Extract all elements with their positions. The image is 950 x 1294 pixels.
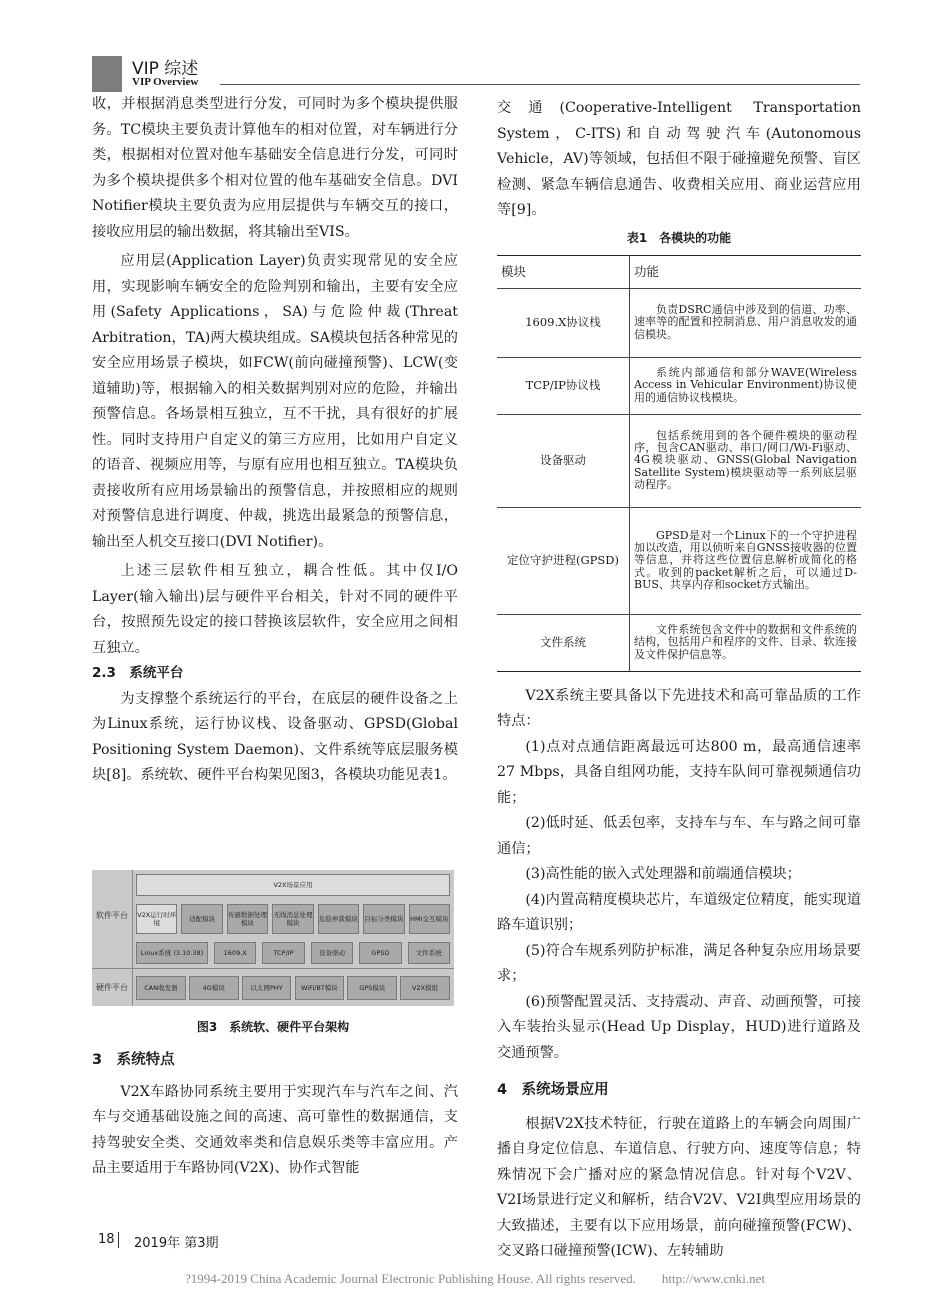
heading-2-3: 2.3 系统平台	[92, 665, 184, 681]
left-column-bottom	[92, 1048, 458, 1182]
figure-caption: 图3 系统软、硬件平台架构	[196, 1020, 350, 1034]
table-header-function: 功能	[630, 256, 862, 289]
right-column	[497, 96, 861, 1265]
figure-module-box: WiFi/BT模块	[295, 976, 345, 1000]
figure-module-box: V2X模组	[400, 976, 450, 1000]
issue-label: 2019年 第3期	[134, 1236, 219, 1251]
figure-module-box: V2X运行时环境	[136, 904, 177, 934]
module-cell: 文件系统	[497, 614, 630, 671]
function-cell: 系统内部通信和部分WAVE(Wireless Access in Vehicular Environment)协议使用的通信协议栈模块。	[630, 357, 862, 414]
module-cell: TCP/IP协议栈	[497, 357, 630, 414]
software-platform-label: 软件平台	[96, 911, 128, 920]
figure-module-box: 目标分类模块	[363, 904, 404, 934]
hardware-platform-label: 硬件平台	[96, 983, 128, 992]
linux-box: Linux系统 (3.10.38)	[136, 942, 208, 964]
figure-module-box: 无线消息处理模块	[272, 904, 313, 934]
function-cell: 文件系统包含文件中的数据和文件系统的结构，包括用户和程序的文件、目录、软连接及文件保护信息等。	[634, 623, 857, 661]
figure-module-box: 以太网PHY	[242, 976, 292, 1000]
table-row	[497, 614, 861, 671]
section-title-en: VIP Overview	[132, 76, 199, 88]
heading-4: 4 系统场景应用	[497, 1082, 609, 1098]
figure-module-box: GPS模块	[347, 976, 397, 1000]
paragraph: 为支撑整个系统运行的平台，在底层的硬件设备之上为Linux系统，运行协议栈、设备驱动、GPSD(Global Positioning System Daemon)、文件系统等底层服务模块[8]。系统软、硬件平台构架见图3，各模块功能见表1。	[92, 690, 458, 783]
v2x-scene-app-box: V2X场景应用	[136, 874, 450, 896]
copyright-notice: ?1994-2019 China Academic Journal Electronic Publishing House. All rights reserved. http://www.cnki.net	[184, 1271, 766, 1286]
figure-module-box: 设备驱动	[311, 942, 353, 964]
section-title-zh: VIP 综述	[132, 59, 199, 79]
figure-module-box: 文件系统	[408, 942, 450, 964]
table-row	[497, 414, 861, 507]
figure-module-box: HMI交互模块	[409, 904, 450, 934]
figure-module-box: 危险仲裁模块	[318, 904, 359, 934]
page-number: 18	[98, 1232, 115, 1247]
figure-module-box: 4G模块	[189, 976, 239, 1000]
function-cell: 负责DSRC通信中涉及到的信道、功率、速率等的配置和控制消息、用户消息收发的通信模块。	[630, 288, 862, 357]
table-caption: 表1 各模块的功能	[626, 230, 732, 245]
header-rule	[220, 84, 860, 85]
figure-module-box: 1609.X	[214, 942, 256, 964]
table-row	[497, 507, 861, 614]
function-cell: GPSD是对一个Linux下的一个守护进程加以改造，用以侦听来自GNSS接收器的位置等信息，并将这些位置信息解析成简化的格式。收到的packet解析之后，可以通过D-BUS、共享内存和socket方式输出。	[630, 507, 862, 614]
figure-module-box: CAN收发器	[136, 976, 186, 1000]
table-row	[497, 357, 861, 414]
module-cell: 定位守护进程(GPSD)	[497, 507, 630, 614]
figure-divider	[92, 968, 454, 969]
function-cell: 包括系统用到的各个硬件模块的驱动程序，包含CAN驱动、串口/网口/Wi-Fi驱动、4G模块驱动、GNSS(Global Navigation Satellite System)模块驱动等一系列底层驱动程序。	[630, 414, 862, 507]
list-item: (6)预警配置灵活、支持震动、声音、动画预警，可接入车装抬头显示(Head Up Display，HUD)进行道路及交通预警。	[497, 993, 861, 1061]
figure-module-box: TCP/IP	[262, 942, 304, 964]
list-item: (2)低时延、低丢包率，支持车与车、车与路之间可靠通信；	[497, 815, 861, 857]
module-cell: 设备驱动	[497, 414, 630, 507]
table-row	[497, 288, 861, 357]
figure-module-box: 传感数据处理模块	[227, 904, 268, 934]
footer-separator	[118, 1232, 119, 1248]
paragraph: V2X系统主要具备以下先进技术和高可靠品质的工作特点：	[497, 687, 861, 729]
module-cell: 1609.X协议栈	[497, 288, 630, 357]
list-item: (5)符合车规系列防护标准，满足各种复杂应用场景要求；	[497, 942, 861, 984]
header-gray-block	[92, 56, 122, 92]
table-header-module: 模块	[497, 256, 630, 289]
figure-module-box: GPSD	[359, 942, 401, 964]
left-column	[92, 92, 458, 789]
paragraph: V2X车路协同系统主要用于实现汽车与汽车之间、汽车与交通基础设施之间的高速、高可靠性的数据通信，支持驾驶安全类、交通效率类和信息娱乐类等丰富应用。产品主要适用于车路协同(V2X)、协作式智能	[92, 1083, 458, 1176]
paragraph: 根据V2X技术特征，行驶在道路上的车辆会向周围广播自身定位信息、车道信息、行驶方向、速度等信息；特殊情况下会广播对应的紧急情况信息。针对每个V2V、V2I场景进行定义和解析，结合V2V、V2I典型应用场景的大致描述，主要有以下应用场景，前向碰撞预警(FCW)、交叉路口碰撞预警(ICW)、左转辅助	[497, 1115, 861, 1259]
module-function-table	[497, 255, 861, 672]
paragraph: 上述三层软件相互独立，耦合性低。其中仅I/O Layer(输入输出)层与硬件平台相关，针对不同的硬件平台，按照预先设定的接口替换该层软件，安全应用之间相互独立。	[92, 563, 458, 656]
list-item: (4)内置高精度模块芯片，车道级定位精度，能实现道路车道识别；	[497, 891, 861, 933]
heading-3: 3 系统特点	[92, 1052, 175, 1068]
figure-divider	[132, 870, 133, 1006]
figure-3-architecture	[92, 870, 454, 1006]
list-item: (3)高性能的嵌入式处理器和前端通信模块；	[525, 866, 801, 882]
paragraph: 交通(Cooperative-Intelligent Transportation System，C-ITS)和自动驾驶汽车(Autonomous Vehicle，AV)等领域，包括但不限于碰撞避免预警、盲区检测、紧急车辆信息通告、收费相关应用、商业运营应用等[9]。	[497, 100, 861, 218]
paragraph: 应用层(Application Layer)负责实现常见的安全应用，实现影响车辆安全的危险判别和输出，主要有安全应用(Safety Applications，SA)与危险仲裁(Threat Arbitration，TA)两大模块组成。SA模块包括各种常见的安全应用场景子模块，如FCW(前向碰撞预警)、LCW(变道辅助)等，根据输入的相关数据判别对应的危险，并输出预警信息。各场景相互独立，互不干扰，具有很好的扩展性。同时支持用户自定义的第三方应用，比如用户自定义的语音、视频应用等，与原有应用也相互独立。TA模块负责接收所有应用场景输出的预警信息，并按照相应的规则对预警信息进行调度、仲裁，挑选出最紧急的预警信息，输出至人机交互接口(DVI Notifier)。	[92, 253, 458, 550]
list-item: (1)点对点通信距离最远可达800 m，最高通信速率27 Mbps，具备自组网功能，支持车队间可靠视频通信功能；	[497, 738, 861, 806]
paragraph: 收，并根据消息类型进行分发，可同时为多个模块提供服务。TC模块主要负责计算他车的相对位置，对车辆进行分类，根据相对位置对他车基础安全信息进行分发，可同时为多个模块提供多个相对位置的他车基础安全信息。DVI Notifier模块主要负责为应用层提供与车辆交互的接口，接收应用层的输出数据，将其输出至VIS。	[92, 96, 458, 240]
figure-module-box: 适配模块	[181, 904, 222, 934]
